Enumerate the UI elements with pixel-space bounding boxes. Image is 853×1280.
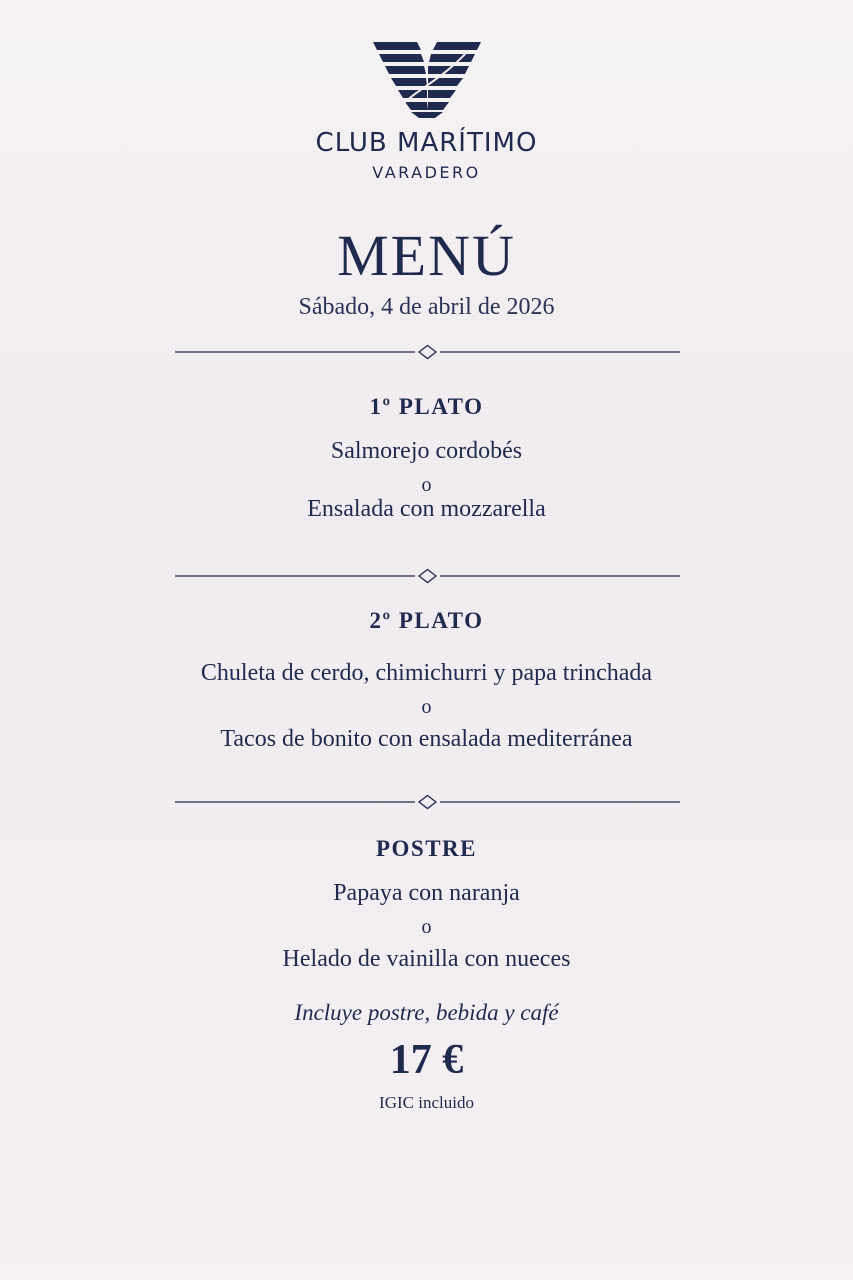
diamond-divider-icon xyxy=(175,344,680,360)
tax-note: IGIC incluido xyxy=(379,1093,474,1112)
course-2-option-1: Chuleta de cerdo, chimichurri y papa trinchada xyxy=(200,660,653,686)
course-3-separator: o xyxy=(421,916,432,938)
page-title: MENÚ xyxy=(337,223,516,288)
course-1-separator: o xyxy=(421,474,432,496)
course-3-option-1: Papaya con naranja xyxy=(333,880,520,906)
course-3-option-2: Helado de vainilla con nueces xyxy=(282,946,571,972)
brand-location: VARADERO xyxy=(372,163,481,182)
course-1-option-1: Salmorejo cordobés xyxy=(330,438,523,464)
course-2-option-2: Tacos de bonito con ensalada mediterránea xyxy=(220,726,633,752)
diamond-divider-icon xyxy=(175,568,680,584)
diamond-divider-icon xyxy=(175,794,680,810)
course-3-title: POSTRE xyxy=(375,836,478,861)
brand-name: CLUB MARÍTIMO xyxy=(315,128,538,158)
club-logo-icon xyxy=(371,40,483,120)
includes-note: Incluye postre, bebida y café xyxy=(294,1000,559,1025)
menu-date: Sábado, 4 de abril de 2026 xyxy=(298,294,555,320)
course-1-title: 1º PLATO xyxy=(369,394,484,419)
menu-price: 17 € xyxy=(389,1037,464,1083)
course-2-title: 2º PLATO xyxy=(369,608,484,633)
course-1-option-2: Ensalada con mozzarella xyxy=(307,496,546,522)
course-2-separator: o xyxy=(421,696,432,718)
